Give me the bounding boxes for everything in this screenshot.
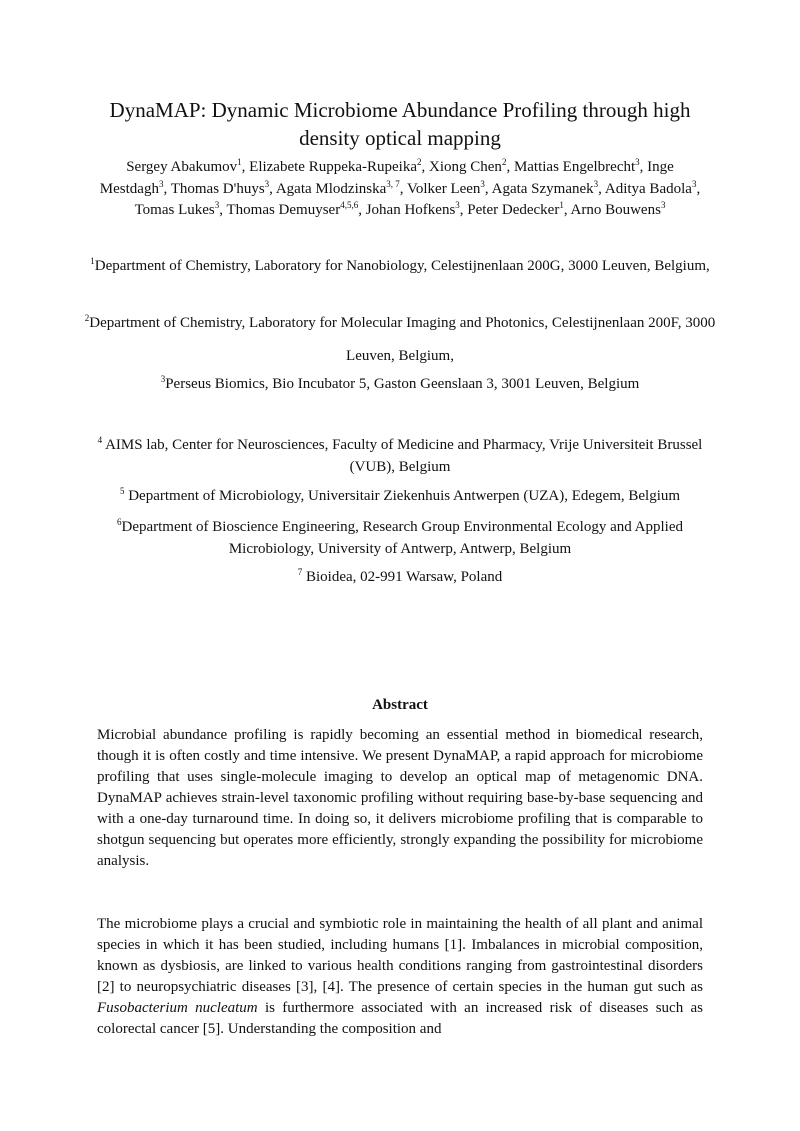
affiliation-text: AIMS lab, Center for Neurosciences, Faculty of Medicine and Pharmacy, Vrije Universiteit Brussel (VUB), Belgium (105, 437, 703, 475)
author-name: Aditya Badola (604, 180, 692, 197)
author-affiliation-mark: 3 (264, 178, 270, 189)
affiliation-number: 2 (84, 313, 90, 323)
author-name: Inge Mestdagh (99, 159, 674, 197)
author-name: Thomas D'huys (170, 180, 265, 197)
affiliation-number: 1 (90, 256, 95, 266)
affiliation-number: 7 (297, 567, 303, 577)
author-affiliation-mark: 1 (559, 200, 564, 210)
author-name: Volker Leen (406, 180, 481, 197)
affiliation-number: 3 (160, 374, 166, 384)
affiliation-1 (80, 250, 720, 283)
affiliation-text: Department of Chemistry, Laboratory for Nanobiology, Celestijnenlaan 200G, 3000 Leuven, Belgium, (94, 258, 710, 274)
affiliation-2 (80, 307, 720, 373)
author-name: Elizabete Ruppeka-Rupeika (249, 159, 418, 175)
species-name: Fusobacterium nucleatum (97, 1000, 258, 1016)
author-name: Peter Dedecker (467, 202, 560, 218)
abstract-body: Microbial abundance profiling is rapidly becoming an essential method in biomedical research, though it is often costly and time intensive. We present DynaMAP, a rapid approach for microbiome profiling that uses single-molecule imaging to develop an optical map of metagenomic DNA. DynaMAP achieves strain-level taxonomic profiling without requiring base-by-base sequencing and with a one-day turnaround time. In doing so, it delivers microbiome profiling that is comparable to shotgun sequencing but operates more efficiently, strongly expanding the possibility for microbiome analysis. (97, 727, 703, 869)
affiliation-number: 5 (119, 486, 125, 496)
affiliation-number: 6 (117, 517, 122, 527)
affiliation-number: 4 (97, 435, 103, 445)
author-affiliation-mark: 3 (480, 178, 485, 189)
affiliation-text: Department of Bioscience Engineering, Research Group Environmental Ecology and Applied Microbiology, University of Antwerp, Antwerp, Belgium (121, 519, 683, 557)
author-affiliation-mark: 3 (660, 200, 666, 210)
affiliation-7 (80, 567, 720, 589)
author-affiliation-mark: 3 (691, 178, 697, 189)
affiliation-6 (80, 517, 720, 560)
author-affiliation-mark: 2 (501, 157, 507, 167)
author-name: Mattias Engelbrecht (513, 159, 636, 175)
affiliation-text: Department of Microbiology, Universitair Ziekenhuis Antwerpen (UZA), Edegem, Belgium (128, 488, 681, 504)
affiliation-4 (80, 435, 720, 478)
author-affiliation-mark: 1 (237, 157, 242, 167)
author-affiliation-mark: 4,5,6 (340, 200, 359, 210)
author-name: Xiong Chen (429, 159, 502, 175)
affiliation-text: Perseus Biomics, Bio Incubator 5, Gaston Geenslaan 3, 3001 Leuven, Belgium (165, 376, 640, 392)
author-affiliation-mark: 3, 7 (386, 178, 400, 189)
author-affiliation-mark: 3 (635, 157, 640, 167)
author-affiliation-mark: 3 (158, 178, 164, 189)
author-name: Agata Szymanek (491, 180, 594, 197)
affiliation-text: Department of Chemistry, Laboratory for Molecular Imaging and Photonics, Celestijnenlaan 200F, 3000 Leuven, Belgium, (89, 315, 716, 364)
author-name: Thomas Demuyser (226, 202, 341, 218)
author-affiliation-mark: 3 (593, 178, 599, 189)
paper-title: DynaMAP: Dynamic Microbiome Abundance Profiling through high density optical mapping (109, 98, 691, 150)
abstract-heading: Abstract (372, 697, 428, 713)
affiliation-text: Bioidea, 02-991 Warsaw, Poland (305, 569, 503, 585)
author-list: Sergey Abakumov$^1$, Elizabete Ruppeka-Rupeika$^2$, Xiong Chen$^2$, Mattias Engelbrecht$^3$, Inge Mestdagh$^3$, Thomas D'huys$^3$, Agata Mlodzinska$^{3, 7}$, Volker Leen$^3$, Agata Szymanek$^3$, Aditya Badola$^3$, Tomas Lukes$^3$, Thomas Demuyser$^{4,5,6}$, Johan Hofkens$^3$, Peter Dedecker$^1$, Arno Bouwens$^3$ (99, 157, 701, 218)
author-name: Tomas Lukes (134, 202, 215, 218)
author-affiliation-mark: 3 (214, 200, 220, 210)
author-name: Johan Hofkens (365, 202, 456, 218)
author-name: Agata Mlodzinska (275, 180, 387, 197)
intro-text-end: is furthermore associated with an increased risk of diseases such as colorectal cancer [5]. Understanding the composition and (97, 1000, 704, 1037)
affiliation-5 (80, 486, 720, 508)
author-name: Sergey Abakumov (126, 159, 238, 175)
author-affiliation-mark: 3 (455, 200, 460, 210)
affiliation-3 (80, 374, 720, 396)
intro-text-start: The microbiome plays a crucial and symbiotic role in maintaining the health of all plant and animal species in which it has been studied, including humans [1]. Imbalances in microbial composition, known as dysbiosis, are linked to various health conditions ranging from gastrointestinal disorders [2] to neuropsychiatric diseases [3], [4]. The presence of certain species in the human gut such as (97, 916, 703, 995)
author-affiliation-mark: 2 (417, 157, 422, 167)
intro-paragraph (97, 914, 703, 1040)
author-name: Arno Bouwens (570, 202, 661, 218)
